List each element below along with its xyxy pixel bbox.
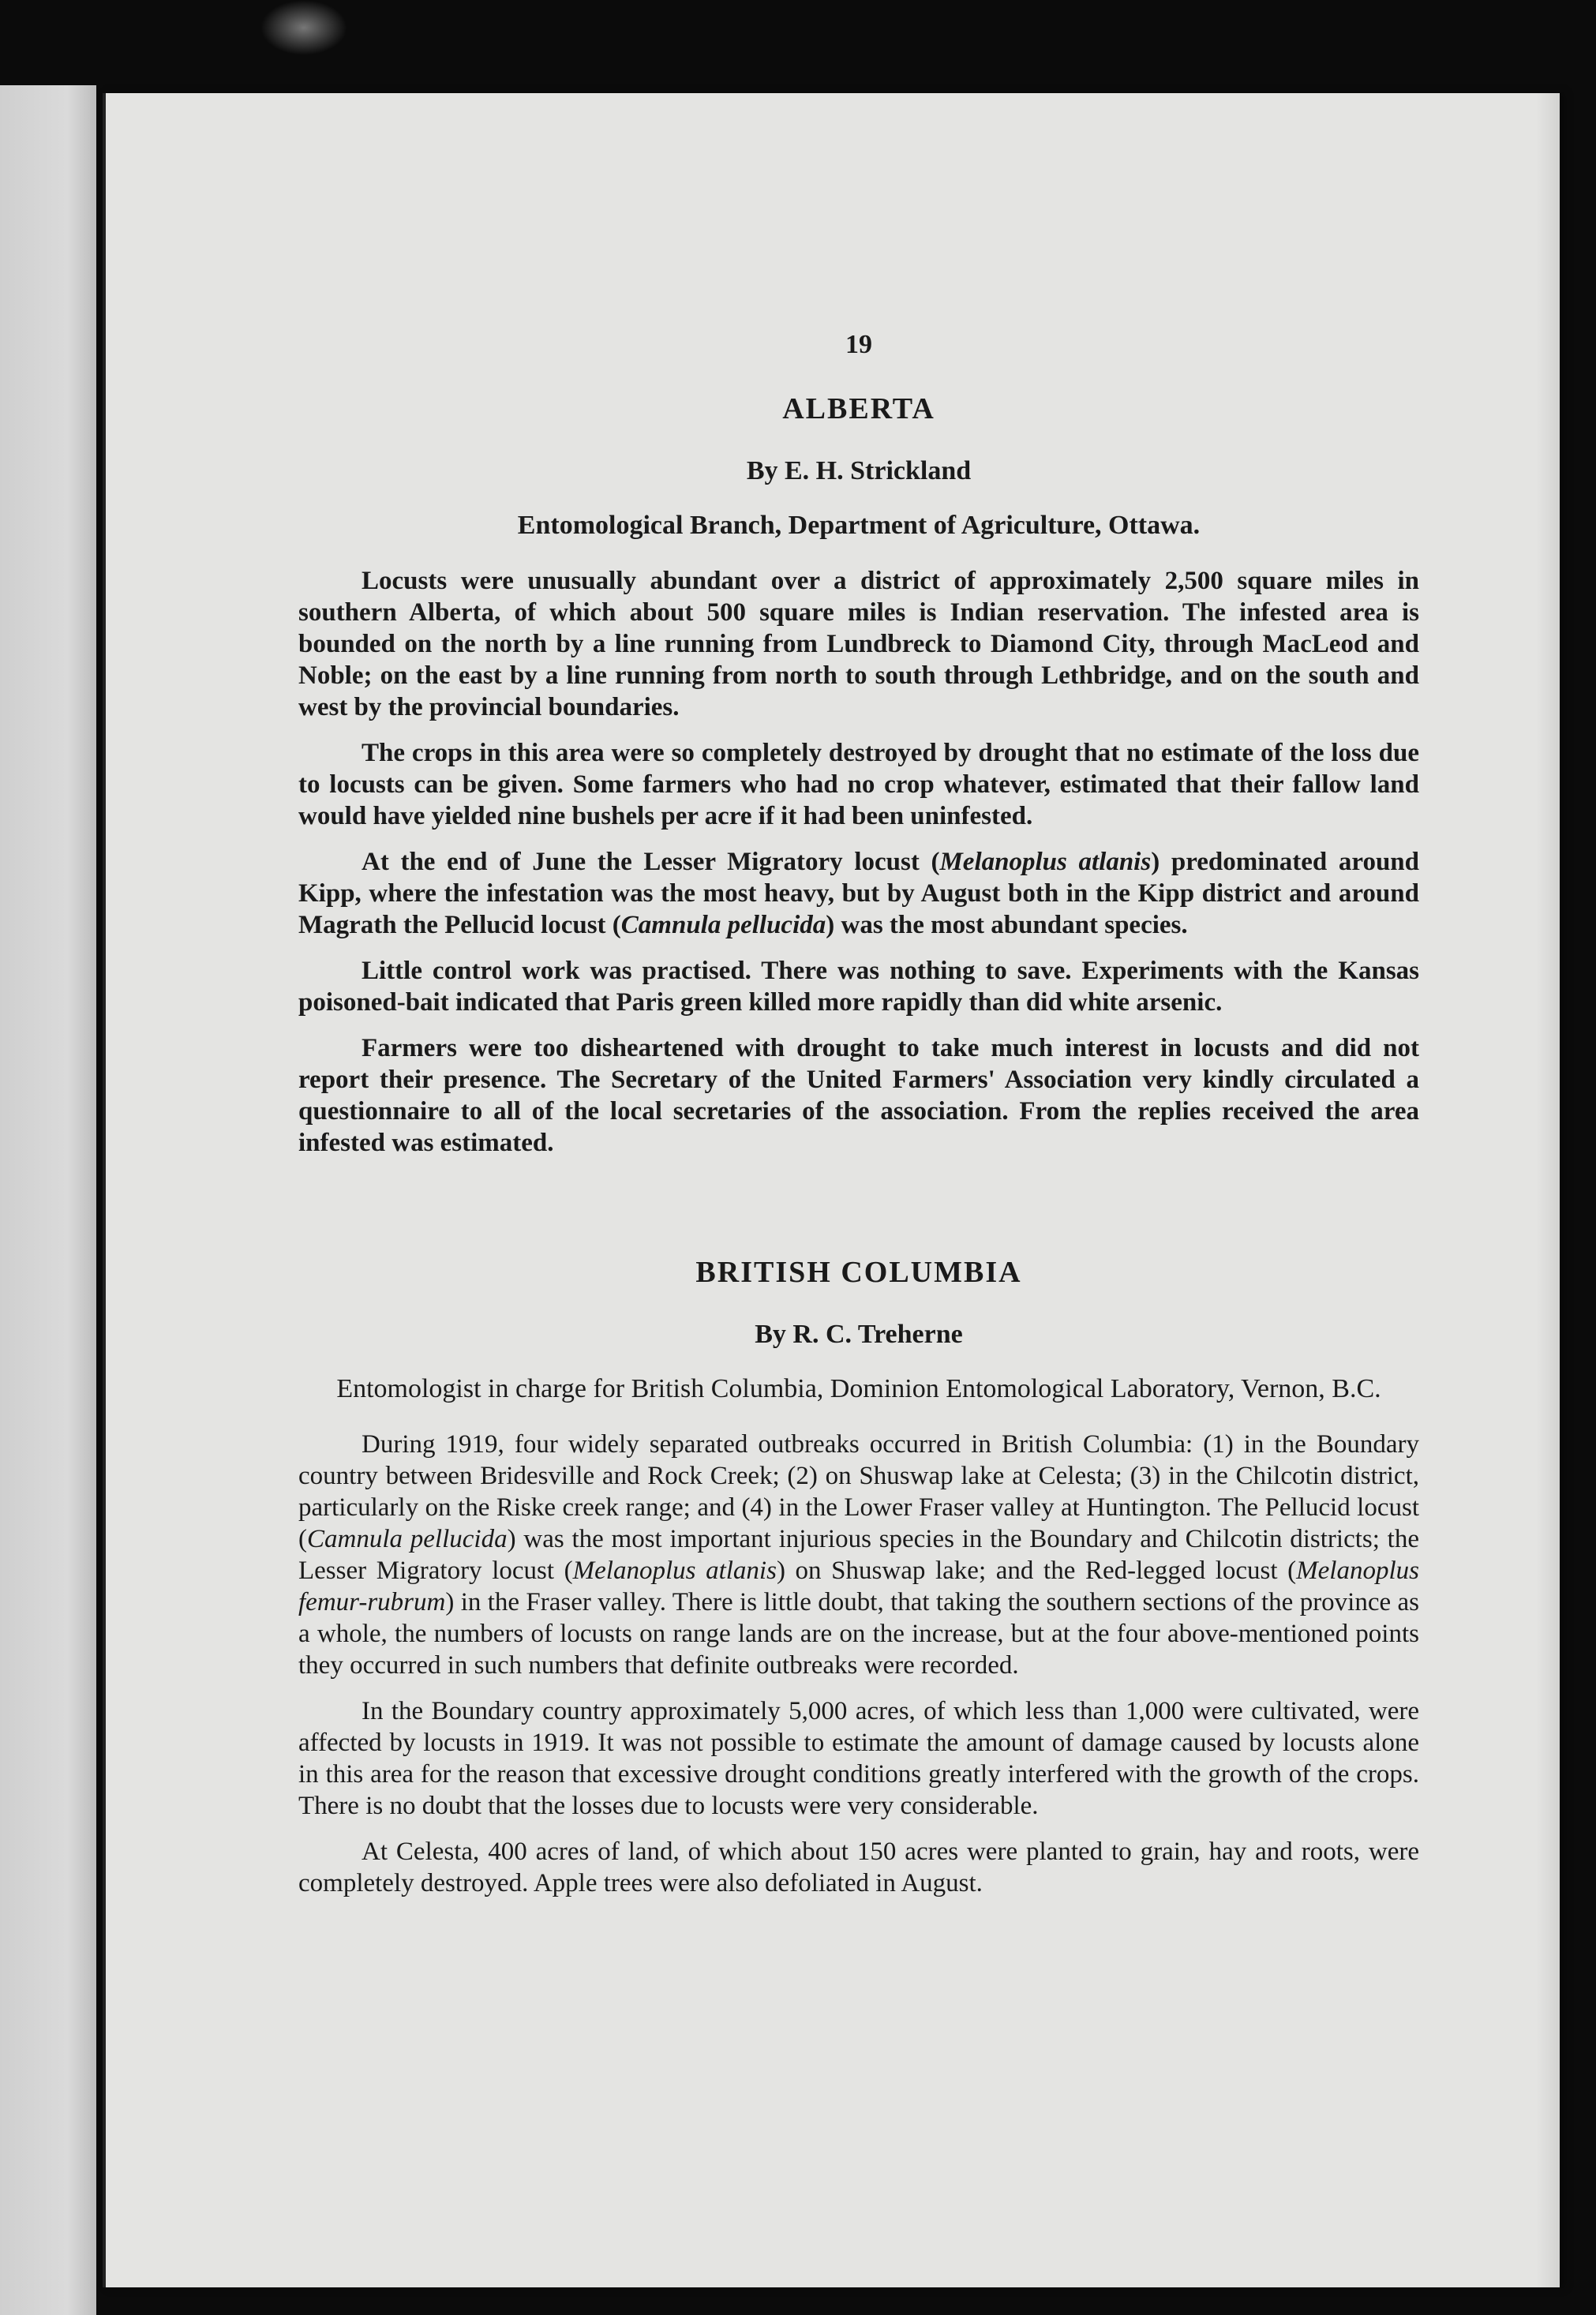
bc-p1-species-3: Melanoplus femur-rubrum	[298, 1556, 1419, 1616]
alberta-byline: By E. H. Strickland	[746, 456, 972, 485]
alberta-paragraph-1: Locusts were unusually abundant over a district of approximately 2,500 square miles in southern Alberta, of which about 500 square miles is Indian reservation. The infested area is bounded on the north by a line running from Lundbreck to Diamond City, through MacLeod and Noble; on the east by a line running from north to south through Lethbridge, and on the south and west by the provincial boundaries.	[298, 567, 1419, 721]
alberta-p3-text-b: ) predominated around Kipp, where the infestation was the most heavy, but by August both in the Kipp district and around Magrath the Pellucid locust (	[298, 848, 1420, 939]
bc-paragraph-1	[298, 1429, 1419, 1681]
alberta-paragraph-4: Little control work was practised. There was nothing to save. Experiments with the Kansas poisoned-bait indicated that Paris green killed more rapidly than did white arsenic.	[298, 957, 1419, 1017]
bc-p1-species-1: Camnula pellucida	[307, 1525, 508, 1553]
bc-paragraph-3: At Celesta, 400 acres of land, of which about 150 acres were planted to grain, hay and roots, were completely destroyed. Apple trees were also defoliated in August.	[298, 1837, 1419, 1897]
bc-paragraph-2: In the Boundary country approximately 5,000 acres, of which less than 1,000 were cultivated, were affected by locusts in 1919. It was not possible to estimate the amount of damage caused by locusts alone in this area for the reason that excessive drought conditions greatly interfered with the growth of the crops. There is no doubt that the losses due to locusts were very considerable.	[298, 1697, 1419, 1820]
alberta-paragraph-5: Farmers were too disheartened with drought to take much interest in locusts and did not report their presence. The Secretary of the United Farmers' Association very kindly circulated a questionnaire to all of the local secretaries of the association. From the replies received the area infested was estimated.	[298, 1034, 1419, 1157]
bc-p1-text-c: ) on Shuswap lake; and the Red-legged locust (	[776, 1556, 1297, 1585]
page-edge-shadow	[1536, 93, 1560, 2287]
document-page	[103, 93, 1560, 2287]
text-column	[298, 235, 1419, 1913]
bc-body	[298, 1429, 1419, 1899]
section-spacer	[298, 1173, 1419, 1255]
alberta-p3-text-a: At the end of June the Lesser Migratory locust (	[362, 848, 940, 876]
bc-p1-species-2: Melanoplus atlanis	[572, 1556, 777, 1585]
alberta-p3-species-1: Melanoplus atlanis	[939, 848, 1152, 876]
alberta-p3-species-2: Camnula pellucida	[620, 911, 826, 939]
page-number: 19	[845, 330, 872, 359]
alberta-body	[298, 565, 1419, 1159]
alberta-title: ALBERTA	[782, 392, 935, 425]
bc-p1-text-d: ) in the Fraser valley. There is little doubt, that taking the southern sections of the province as a whole, the numbers of locusts on range lands are on the increase, but at the four above-mentioned points they occurred in such numbers that definite outbreaks were recorded.	[298, 1588, 1419, 1680]
alberta-paragraph-3	[298, 846, 1419, 941]
bc-p1-text-b: ) was the most important injurious species in the Boundary and Chilcotin districts; the Lesser Migratory locust (	[298, 1525, 1419, 1585]
alberta-affiliation: Entomological Branch, Department of Agriculture, Ottawa.	[517, 511, 1201, 540]
alberta-section	[298, 391, 1419, 1159]
british-columbia-section	[298, 1255, 1419, 1899]
bc-affiliation: Entomologist in charge for British Columbia, Dominion Entomological Laboratory, Vernon, B.C.	[336, 1374, 1381, 1403]
bc-p1-text-a: During 1919, four widely separated outbreaks occurred in British Columbia: (1) in the Boundary country between Bridesville and Rock Creek; (2) on Shuswap lake at Celesta; (3) in the Chilcotin district, particularly on the Riske creek range; and (4) in the Lower Fraser valley at Huntington. The Pellucid locust (	[298, 1430, 1419, 1553]
alberta-p3-text-c: ) was the most abundant species.	[826, 911, 1188, 939]
bc-byline: By R. C. Treherne	[755, 1320, 963, 1349]
facing-page-edge	[0, 85, 96, 2315]
scan-smudge	[260, 0, 347, 55]
bc-title: BRITISH COLUMBIA	[695, 1256, 1022, 1289]
alberta-paragraph-2: The crops in this area were so completely destroyed by drought that no estimate of the loss due to locusts can be given. Some farmers who had no crop whatever, estimated that their fallow land would have yielded nine bushels per acre if it had been uninfested.	[298, 739, 1419, 830]
